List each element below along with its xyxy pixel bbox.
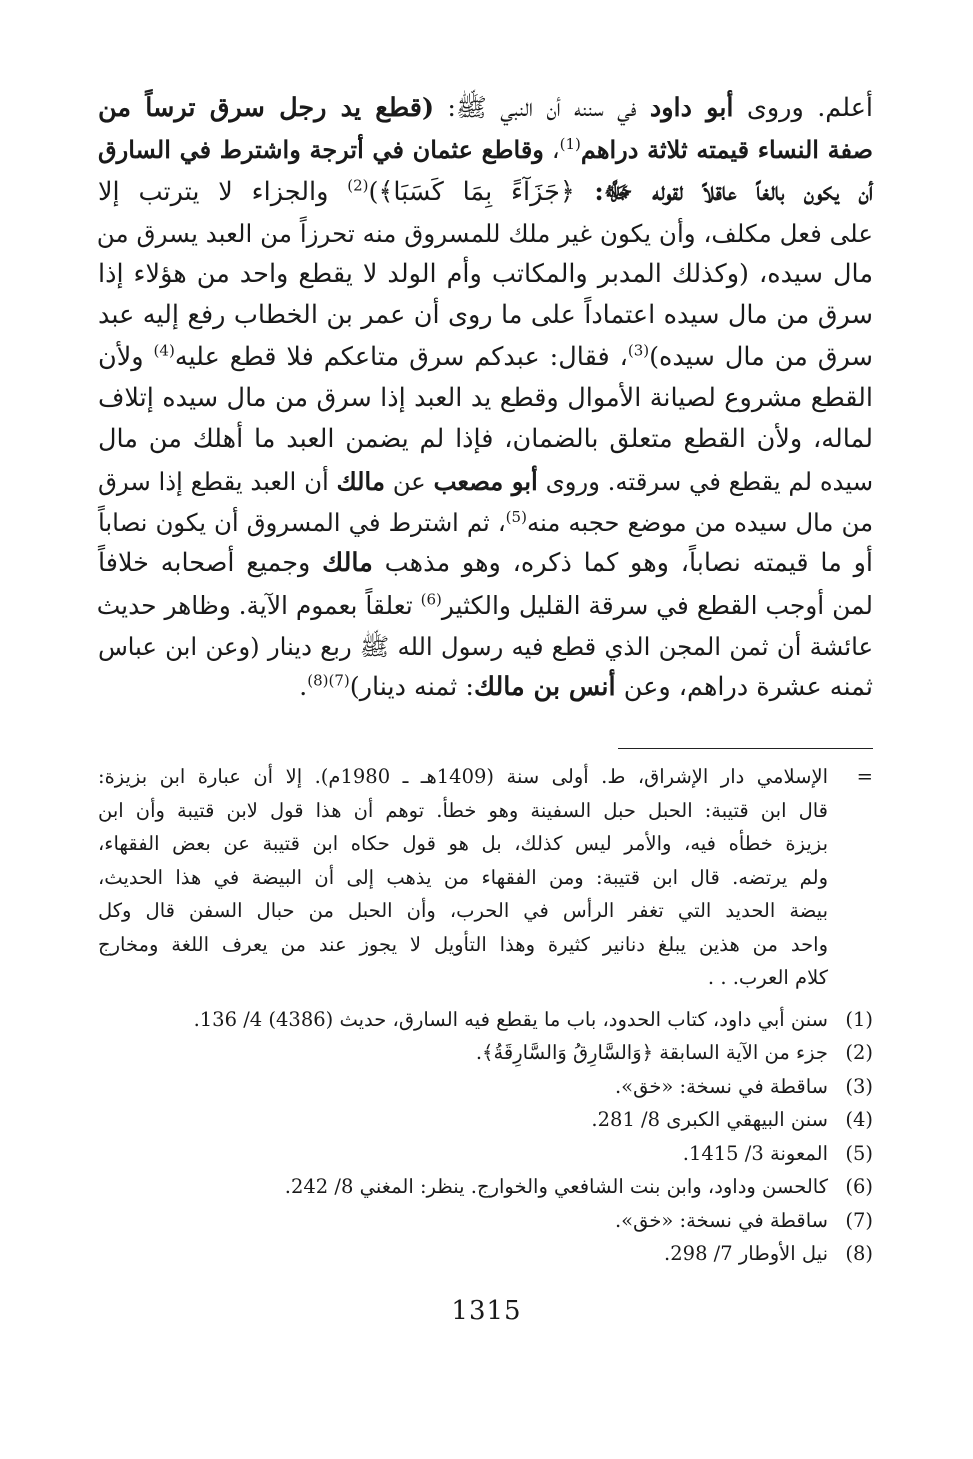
main-text-line: [98, 461, 873, 502]
text-run: سرق من مال سيده اعتماداً على ما روى أن عمر بن الخطاب رفع إليه عبد: [98, 300, 873, 331]
bold-text: أن يكون بالغاً عاقلاً لقوله ﷻ:: [574, 176, 873, 207]
page-number: 1315: [451, 1296, 522, 1326]
footnote-text: كالحسن وداود، وابن بنت الشافعي والخوارج. ينظر: المغني 8/ 242.: [284, 1175, 828, 1198]
footnote-reference: (7)(8): [307, 671, 350, 690]
footnote-reference: (2): [347, 176, 369, 195]
footnote-continuation-line: واحد من هذين يبلغ دنانير كثيرة وهذا التأويل لا يجوز عند من يعرف اللغة ومخارج: [98, 932, 828, 956]
text-run: القطع مشروع لصيانة الأموال وقطع يد العبد إذا سرق من مال سيده إتلاف: [98, 383, 873, 414]
text-run: : ثمنه دينار): [349, 672, 474, 703]
footnote-continuation-line: بزيزة خطأه فيه، والأمر ليس كذلك، بل هو قول حكاه ابن قتيبة عن بعض الفقهاء،: [98, 832, 828, 855]
footnote-list: [98, 1003, 873, 1271]
footnote-item: [98, 1003, 873, 1037]
footnote-number: (8): [845, 1242, 873, 1265]
text-run: ثمنه عشرة دراهم، وعن: [615, 672, 873, 703]
main-text-line: [98, 129, 873, 171]
footnote-item: [98, 1137, 873, 1171]
footnote-text: نيل الأوطار 7/ 298.: [664, 1242, 828, 1265]
text-run: ،: [543, 136, 560, 165]
footnote-text: ساقطة في نسخة: «خق».: [614, 1208, 828, 1232]
bold-text: وقاطع عثمان في أترجة واشترط في السارق: [98, 135, 544, 165]
bold-text: أنس بن مالك: [473, 672, 616, 703]
main-text-line: [98, 585, 873, 626]
text-run: أو ما قيمته نصاباً، وهو كما ذكره، وهو مذهب: [372, 548, 874, 579]
bold-text: صفة النساء قيمته ثلاثة دراهم: [580, 135, 874, 165]
footnote-reference: (5): [505, 507, 527, 526]
footnote-separator: [618, 748, 873, 749]
text-run: لماله، ولأن القطع متعلق بالضمان، فإذا لم يضمن العبد ما أهلك من مال: [98, 424, 873, 455]
footnote-number: (5): [845, 1141, 873, 1165]
text-run: في سننه أن النبي ﷺ:: [434, 93, 650, 123]
text-run: أن العبد يقطع إذا سرق: [98, 466, 337, 496]
text-run: مال سيده، (وكذلك المدبر والمكاتب وأم الولد لا يقطع واحد من هؤلاء إذا: [98, 259, 873, 290]
footnote-item: [98, 1070, 873, 1104]
main-text-line: [98, 626, 873, 667]
footnote-reference: (3): [627, 341, 650, 360]
footnote-continuation-line: قال ابن قتيبة: الحبل حبل السفينة وهو خطأ. توهم أن هذا قول لابن قتيبة وأن ابن: [98, 798, 828, 822]
text-run: على فعل مكلف، وأن يكون غير ملك للمسروق منه تحرزاً من العبد يسرق من: [96, 218, 873, 248]
main-text-line: [98, 667, 873, 708]
main-text-line: [98, 337, 873, 378]
footnote-continuation-line: الإسلامي دار الإشراق، ط. أولى سنة (1409هـ ـ 1980م). إلا أن عبارة ابن بزيزة:: [98, 765, 828, 788]
footnote-number: (1): [845, 1007, 873, 1031]
continuation-mark: =: [856, 765, 873, 788]
text-run: ، فقال: عبدكم سرق متاعكم فلا قطع عليه: [174, 341, 628, 372]
footnote-reference: (1): [559, 135, 581, 154]
footnote-reference: (4): [153, 341, 175, 360]
main-text: [98, 88, 873, 708]
text-run: تعلقاً بعموم الآية. وظاهر حديث: [96, 590, 421, 620]
main-text-line: [98, 543, 873, 584]
footnote-text: المعونة 3/ 1415.: [682, 1141, 828, 1165]
bold-text: أبو داود: [649, 93, 734, 123]
bold-text: مالك: [336, 466, 385, 496]
text-run: ، ثم اشترط في المسروق أن يكون نصاباً: [98, 507, 506, 537]
text-run: ولأن: [98, 341, 154, 372]
bold-text: أبو مصعب: [433, 466, 538, 496]
footnote-text: سنن البيهقي الكبرى 8/ 281.: [591, 1108, 828, 1131]
text-run: سرق من مال سيده): [649, 341, 873, 372]
footnote-number: (4): [845, 1108, 873, 1131]
footnote-number: (2): [845, 1041, 873, 1064]
footnotes-section: [98, 760, 873, 1271]
footnote-text: جزء من الآية السابقة ﴿وَالسَّارِقُ وَالسَّارِقَةُ﴾.: [475, 1041, 828, 1064]
main-text-line: [98, 254, 873, 295]
footnote-item: [98, 1237, 873, 1271]
footnote-text: سنن أبي داود، كتاب الحدود، باب ما يقطع فيه السارق، حديث (4386) 4/ 136.: [193, 1007, 828, 1031]
footnote-continuation-line: ولم يرتضه. قال ابن قتيبة: ومن الفقهاء من يذهب إلى أن البيضة في هذا الحديث،: [98, 865, 828, 889]
text-run: من مال سيده من موضع حجبه منه: [526, 507, 873, 537]
text-run: عائشة أن ثمن المجن الذي قطع فيه رسول الله ﷺ ربع دينار (وعن ابن عباس: [98, 631, 873, 661]
text-run: والجزاء لا يترتب إلا: [98, 176, 348, 207]
main-text-line: [98, 378, 873, 419]
main-text-line: [98, 502, 873, 543]
footnote-continuation-line: بيضة الحديد التي تغفر الرأس في الحرب، وأن الحبل من حبال السفن قال وكل: [98, 899, 828, 922]
main-text-line: [98, 295, 873, 336]
text-run: ﴿جَزَآءً بِمَا كَسَبَا﴾): [368, 176, 575, 207]
footnote-number: (7): [845, 1208, 873, 1232]
main-text-line: [98, 172, 873, 213]
main-text-line: [98, 88, 873, 129]
footnote-number: (3): [845, 1074, 873, 1098]
text-run: لمن أوجب القطع في سرقة القليل والكثير: [441, 590, 873, 620]
footnote-text: ساقطة في نسخة: «خق».: [614, 1074, 828, 1098]
footnote-number: (6): [845, 1175, 873, 1198]
footnote-reference: (6): [420, 590, 442, 609]
text-run: سيده لم يقطع في سرقته. وروى: [537, 466, 873, 496]
footnote-item: [98, 1036, 873, 1070]
footnote-item: [98, 1204, 873, 1238]
text-run: وجميع أصحابه خلافاً: [98, 548, 323, 579]
text-run: .: [299, 672, 308, 703]
footnote-item: [98, 1103, 873, 1137]
main-text-line: [98, 419, 873, 460]
main-text-line: [98, 213, 873, 254]
text-run: أعلم. وروى: [733, 93, 874, 123]
bold-text: مالك: [322, 548, 373, 579]
text-run: عن: [384, 466, 434, 496]
bold-text: (قطع يد رجل سرق ترساً من: [98, 93, 435, 123]
footnote-continuation-line: كلام العرب. . .: [707, 966, 828, 989]
footnote-item: [98, 1170, 873, 1204]
footnote-continuation: [98, 760, 873, 995]
